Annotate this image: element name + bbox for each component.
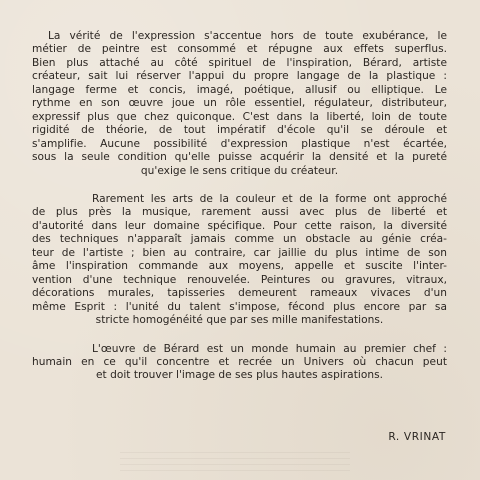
text-line: expressif plus que chez quiconque. C'est dans la liberté, loin de toute [32,110,447,123]
text-line: et doit trouver l'image de ses plus hautes aspirations. [96,369,383,382]
text-line: de plus près la musique, rarement aussi avec plus de liberté et [32,206,447,219]
text-line: qu'exige le sens critique du créateur. [140,164,339,177]
text-line: créateur, sait lui réserver l'appui du propre langage de la plastique : [32,70,447,83]
author-signature: R. VRINAT [388,431,446,443]
text-line: stricte homogénéité que par ses mille manifestations. [95,314,384,327]
text-line: s'amplifie. Aucune possibilité d'expression plastique n'est écartée, [32,137,447,150]
text-line: langage ferme et concis, imagé, poétique, allusif ou elliptique. Le [32,83,447,96]
text-line: d'autorité dans leur domaine spécifique. Pour cette raison, la diversité [32,219,447,232]
paragraph-2 [32,193,447,328]
text-line: même Esprit : l'unité du talent s'impose, fécond plus encore par sa [32,300,447,313]
text-line: humain en ce qu'il concentre et recrée un Univers où chacun peut [32,355,447,368]
paragraph-1 [32,30,447,178]
text-line: métier de peintre est consommé et répugne aux effets superflus. [32,43,447,56]
paragraph-3 [32,343,447,383]
text-line: décorations murales, tapisseries demeurent rameaux vivaces d'un [32,287,447,300]
show-through-texture [120,452,350,474]
text-line: vention d'une technique renouvelée. Peintures ou gravures, vitraux, [32,273,447,286]
text-line: sous la seule condition qu'elle puisse acquérir la densité et la pureté [32,151,447,164]
text-line: Rarement les arts de la couleur et de la forme ont approché [92,192,447,205]
document-body [32,30,447,398]
text-line: teur de l'artiste ; bien au contraire, car jaillie du plus intime de son [32,246,447,259]
text-line: La vérité de l'expression s'accentue hors de toute exubérance, le [48,30,447,42]
text-line: âme l'inspiration commande aux moyens, appelle et suscite l'inter- [32,260,447,273]
text-line: rigidité de théorie, de tout impératif d'école qu'il se déroule et [32,124,447,137]
text-line: Bien plus attaché au côté spirituel de l'inspiration, Bérard, artiste [32,56,447,69]
text-line: des techniques n'apparaît jamais comme un obstacle au génie créa- [32,233,447,246]
text-line: rythme en son œuvre joue un rôle essentiel, régulateur, distributeur, [32,97,447,110]
text-line: L'œuvre de Bérard est un monde humain au premier chef : [92,342,447,355]
